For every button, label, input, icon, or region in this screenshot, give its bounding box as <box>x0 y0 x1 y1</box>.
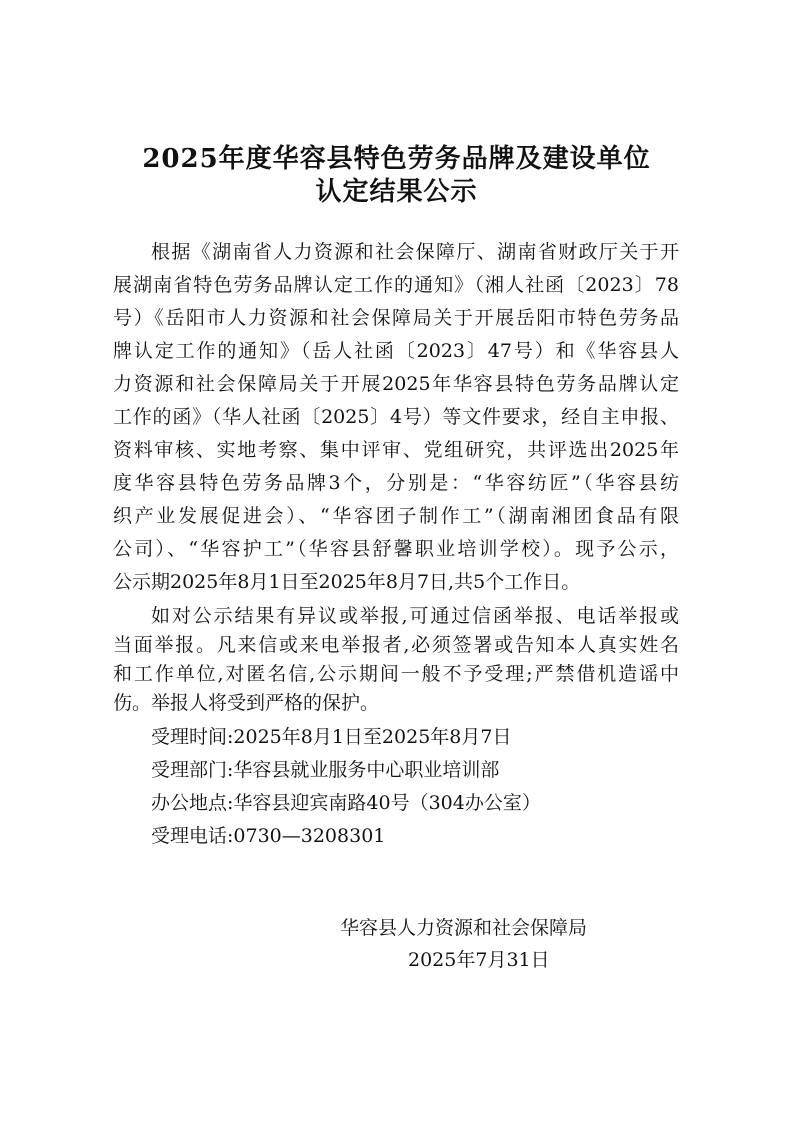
paragraph-basis <box>113 236 679 599</box>
text-line: 度华容县特色劳务品牌3个，分别是：“华容纺匠”（华容县纺 <box>113 472 679 494</box>
text-line: 织产业发展促进会）、“华容团子制作工”（湖南湘团食品有限 <box>113 505 679 527</box>
text-line: 当面举报。凡来信或来电举报者,必须签署或告知本人真实姓名 <box>113 634 679 656</box>
acceptance-department: 受理部门:华容县就业服务中心职业培训部 <box>151 759 500 781</box>
text-line: 和工作单位,对匿名信,公示期间一般不予受理;严禁借机造谣中 <box>113 663 679 685</box>
text-line: 如对公示结果有异议或举报,可通过信函举报、电话举报或 <box>151 605 679 627</box>
contact-info <box>113 721 679 853</box>
text-line: 伤。举报人将受到严格的保护。 <box>113 692 380 714</box>
signature-date: 2025年7月31日 <box>408 949 550 971</box>
document-title-line2: 认定结果公示 <box>315 177 478 207</box>
text-line: 资料审核、实地考察、集中评审、党组研究，共评选出2025年 <box>113 439 679 461</box>
acceptance-time: 受理时间:2025年8月1日至2025年8月7日 <box>151 726 512 748</box>
document-title-line1: 2025年度华容县特色劳务品牌及建设单位 <box>142 144 651 174</box>
text-line: 号）《岳阳市人力资源和社会保障局关于开展岳阳市特色劳务品 <box>113 307 679 329</box>
text-line: 牌认定工作的通知》（岳人社函〔2023〕47号）和《华容县人 <box>113 340 679 362</box>
document-body <box>113 236 679 853</box>
text-line: 根据《湖南省人力资源和社会保障厅、湖南省财政厅关于开 <box>151 241 679 263</box>
signature-org: 华容县人力资源和社会保障局 <box>340 917 588 939</box>
text-line: 公司）、“华容护工”（华容县舒馨职业培训学校）。现予公示， <box>113 538 679 560</box>
text-line: 公示期2025年8月1日至2025年8月7日,共5个工作日。 <box>113 571 581 593</box>
contact-phone: 受理电话:0730—3208301 <box>151 825 386 847</box>
text-line: 力资源和社会保障局关于开展2025年华容县特色劳务品牌认定 <box>113 373 679 395</box>
office-address: 办公地点:华容县迎宾南路40号（304办公室） <box>151 792 541 814</box>
text-line: 工作的函》（华人社函〔2025〕4号）等文件要求，经自主申报、 <box>113 406 679 428</box>
paragraph-objection <box>113 602 679 718</box>
text-line: 展湖南省特色劳务品牌认定工作的通知》（湘人社函〔2023〕78 <box>113 274 679 296</box>
